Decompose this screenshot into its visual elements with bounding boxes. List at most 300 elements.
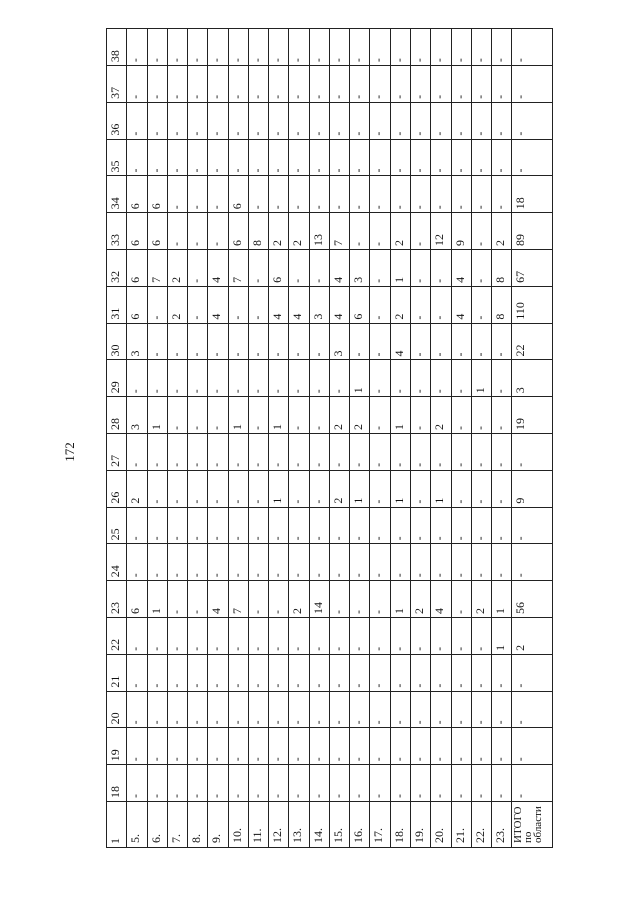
cell-value: 6	[128, 276, 143, 283]
table-cell	[471, 66, 491, 103]
table-cell	[127, 66, 147, 103]
cell-value: -	[371, 794, 386, 798]
cell-value: -	[168, 462, 183, 467]
table-cell	[147, 360, 167, 397]
cell-value: -	[270, 389, 285, 394]
cell-value: -	[432, 646, 447, 651]
table-cell	[248, 654, 268, 691]
row-label-cell	[269, 802, 289, 848]
cell-value: -	[513, 94, 528, 99]
table-cell	[370, 139, 390, 176]
cell-value: -	[168, 720, 183, 725]
cell-value: -	[472, 352, 487, 357]
row-label-cell	[309, 802, 329, 848]
column-header-label: 26	[108, 491, 122, 504]
table-cell	[512, 176, 553, 213]
table-cell	[208, 507, 228, 544]
table-cell	[329, 139, 349, 176]
table-cell	[390, 728, 410, 765]
cell-value: -	[432, 720, 447, 725]
table-cell	[370, 176, 390, 213]
table-cell	[451, 691, 471, 728]
table-cell	[390, 765, 410, 802]
column-header	[107, 654, 127, 691]
table-cell	[309, 360, 329, 397]
table-cell	[512, 102, 553, 139]
column-header	[107, 434, 127, 471]
cell-value: -	[270, 794, 285, 798]
cell-value: -	[249, 499, 264, 504]
table-cell	[248, 29, 268, 66]
table-cell	[188, 323, 208, 360]
table-cell	[167, 728, 187, 765]
row-label: 6.	[148, 834, 163, 843]
cell-value: -	[452, 58, 467, 63]
cell-value: -	[148, 94, 163, 99]
row-label: 21.	[452, 828, 467, 843]
table-cell	[410, 213, 430, 250]
table-cell	[248, 213, 268, 250]
cell-value: -	[189, 278, 204, 283]
table-cell	[228, 470, 248, 507]
cell-value: -	[270, 58, 285, 63]
table-cell	[329, 397, 349, 434]
cell-value: -	[229, 573, 244, 578]
cell-value: 4	[330, 276, 345, 283]
table-cell	[512, 581, 553, 618]
cell-value: -	[411, 573, 426, 578]
table-cell	[370, 323, 390, 360]
table-cell	[188, 250, 208, 287]
table-cell	[289, 434, 309, 471]
table-cell	[289, 250, 309, 287]
table-cell	[208, 618, 228, 655]
cell-value: -	[371, 278, 386, 283]
cell-value: -	[189, 389, 204, 394]
row-label: 10.	[229, 828, 244, 843]
column-header	[107, 581, 127, 618]
cell-value: -	[209, 389, 224, 394]
table-cell	[208, 323, 228, 360]
cell-value: -	[290, 757, 305, 762]
table-cell	[390, 139, 410, 176]
cell-value: -	[209, 757, 224, 762]
cell-value: -	[168, 499, 183, 504]
row-label: ИТОГО по области	[512, 806, 545, 843]
table-cell	[248, 691, 268, 728]
table-cell	[451, 618, 471, 655]
cell-value: 13	[310, 234, 325, 247]
table-cell	[471, 765, 491, 802]
table-row	[289, 29, 309, 848]
table-cell	[431, 544, 451, 581]
table-cell	[390, 323, 410, 360]
table-cell	[188, 66, 208, 103]
table-cell	[309, 581, 329, 618]
cell-value: -	[168, 610, 183, 615]
table-cell	[410, 654, 430, 691]
table-cell	[329, 544, 349, 581]
table-cell	[228, 102, 248, 139]
table-row	[188, 29, 208, 848]
table-cell	[228, 544, 248, 581]
table-cell	[410, 29, 430, 66]
cell-value: -	[290, 794, 305, 798]
table-cell	[329, 250, 349, 287]
cell-value: -	[330, 794, 345, 798]
cell-value: -	[452, 94, 467, 99]
table-cell	[370, 434, 390, 471]
table-cell	[289, 507, 309, 544]
table-cell	[289, 66, 309, 103]
cell-value: -	[209, 462, 224, 467]
cell-value: -	[391, 205, 406, 210]
table-cell	[248, 765, 268, 802]
table-cell	[167, 765, 187, 802]
cell-value: 4	[209, 608, 224, 615]
cell-value: -	[391, 757, 406, 762]
cell-value: -	[411, 131, 426, 136]
table-cell	[127, 139, 147, 176]
cell-value: -	[249, 683, 264, 688]
cell-value: -	[209, 499, 224, 504]
table-cell	[228, 213, 248, 250]
table-cell	[208, 765, 228, 802]
row-label: 20.	[432, 828, 447, 843]
table-cell	[390, 581, 410, 618]
table-cell	[228, 765, 248, 802]
table-cell	[350, 176, 370, 213]
table-cell	[127, 323, 147, 360]
column-header-label: 25	[108, 528, 122, 541]
cell-value: -	[472, 720, 487, 725]
cell-value: 9	[513, 497, 528, 504]
cell-value: -	[472, 94, 487, 99]
table-cell	[390, 654, 410, 691]
cell-value: 89	[513, 234, 528, 247]
cell-value: -	[209, 646, 224, 651]
table-cell	[431, 213, 451, 250]
table-cell	[350, 618, 370, 655]
cell-value: -	[452, 573, 467, 578]
table-cell	[188, 29, 208, 66]
table-cell	[167, 286, 187, 323]
cell-value: -	[472, 462, 487, 467]
cell-value: 19	[513, 418, 528, 431]
table-cell	[451, 544, 471, 581]
cell-value: -	[371, 315, 386, 320]
table-cell	[289, 544, 309, 581]
cell-value: -	[128, 462, 143, 467]
row-label-cell	[289, 802, 309, 848]
table-cell	[289, 213, 309, 250]
table-cell	[167, 250, 187, 287]
cell-value: 14	[310, 602, 325, 615]
table-cell	[188, 654, 208, 691]
table-cell	[410, 765, 430, 802]
table-cell	[269, 213, 289, 250]
page-number: 172	[62, 442, 77, 462]
cell-value: 1	[351, 497, 366, 504]
cell-value: -	[189, 610, 204, 615]
table-cell	[390, 66, 410, 103]
cell-value: -	[249, 205, 264, 210]
table-cell	[431, 66, 451, 103]
cell-value: -	[391, 794, 406, 798]
cell-value: -	[229, 720, 244, 725]
cell-value: -	[452, 646, 467, 651]
cell-value: 4	[209, 276, 224, 283]
cell-value: -	[411, 720, 426, 725]
cell-value: -	[310, 168, 325, 173]
cell-value: 6	[351, 313, 366, 320]
cell-value: -	[148, 352, 163, 357]
cell-value: -	[351, 94, 366, 99]
cell-value: -	[513, 794, 528, 798]
table-cell	[512, 286, 553, 323]
table-cell	[147, 544, 167, 581]
table-cell	[208, 544, 228, 581]
table-row	[147, 29, 167, 848]
table-cell	[329, 360, 349, 397]
cell-value: -	[310, 426, 325, 431]
cell-value: -	[493, 462, 508, 467]
column-header-label: 35	[108, 160, 122, 173]
table-cell	[228, 691, 248, 728]
cell-value: -	[411, 646, 426, 651]
table-cell	[147, 139, 167, 176]
cell-value: -	[310, 794, 325, 798]
table-cell	[269, 360, 289, 397]
row-label-cell	[208, 802, 228, 848]
cell-value: -	[148, 168, 163, 173]
table-cell	[370, 66, 390, 103]
cell-value: 110	[513, 302, 528, 320]
table-cell	[228, 728, 248, 765]
table-cell	[471, 286, 491, 323]
table-cell	[512, 139, 553, 176]
cell-value: -	[310, 536, 325, 541]
cell-value: -	[148, 720, 163, 725]
cell-value: -	[290, 131, 305, 136]
cell-value: -	[270, 573, 285, 578]
table-cell	[269, 66, 289, 103]
cell-value: -	[472, 242, 487, 247]
table-cell	[127, 691, 147, 728]
table-cell	[390, 470, 410, 507]
column-header-label: 37	[108, 86, 122, 99]
table-cell	[431, 102, 451, 139]
cell-value: -	[229, 131, 244, 136]
column-header	[107, 507, 127, 544]
table-cell	[492, 618, 512, 655]
cell-value: 1	[493, 608, 508, 615]
table-cell	[390, 29, 410, 66]
table-cell	[471, 470, 491, 507]
row-label: 12.	[270, 828, 285, 843]
table-cell	[350, 397, 370, 434]
table-cell	[147, 654, 167, 691]
table-cell	[512, 29, 553, 66]
table-cell	[147, 286, 167, 323]
table-cell	[147, 728, 167, 765]
column-header-label: 24	[108, 565, 122, 578]
table-cell	[451, 250, 471, 287]
table-cell	[350, 728, 370, 765]
cell-value: -	[189, 462, 204, 467]
table-cell	[492, 654, 512, 691]
table-cell	[431, 139, 451, 176]
row-label: 17.	[371, 828, 386, 843]
cell-value: -	[330, 683, 345, 688]
cell-value: -	[351, 205, 366, 210]
cell-value: -	[229, 168, 244, 173]
cell-value: 2	[493, 240, 508, 247]
table-row	[512, 29, 553, 848]
cell-value: -	[513, 131, 528, 136]
cell-value: -	[513, 462, 528, 467]
cell-value: -	[189, 683, 204, 688]
cell-value: -	[493, 94, 508, 99]
table-cell	[329, 29, 349, 66]
cell-value: 4	[452, 313, 467, 320]
table-cell	[167, 618, 187, 655]
table-cell	[329, 507, 349, 544]
cell-value: -	[209, 205, 224, 210]
cell-value: -	[128, 757, 143, 762]
cell-value: -	[493, 536, 508, 541]
cell-value: -	[128, 58, 143, 63]
cell-value: -	[310, 278, 325, 283]
cell-value: -	[351, 573, 366, 578]
cell-value: 2	[168, 276, 183, 283]
table-cell	[289, 581, 309, 618]
table-cell	[329, 102, 349, 139]
table-cell	[228, 139, 248, 176]
table-cell	[269, 29, 289, 66]
table-cell	[309, 507, 329, 544]
cell-value: 6	[128, 203, 143, 210]
table-row	[350, 29, 370, 848]
table-cell	[147, 581, 167, 618]
table-cell	[492, 176, 512, 213]
cell-value: -	[249, 794, 264, 798]
cell-value: -	[168, 242, 183, 247]
cell-value: 56	[513, 602, 528, 615]
table-cell	[208, 397, 228, 434]
table-cell	[167, 323, 187, 360]
table-cell	[492, 139, 512, 176]
table-cell	[512, 618, 553, 655]
table-cell	[167, 29, 187, 66]
cell-value: -	[330, 58, 345, 63]
table-cell	[127, 507, 147, 544]
table-cell	[208, 102, 228, 139]
cell-value: -	[310, 499, 325, 504]
table-cell	[431, 581, 451, 618]
cell-value: -	[128, 573, 143, 578]
cell-value: -	[411, 242, 426, 247]
cell-value: -	[351, 58, 366, 63]
table-cell	[512, 323, 553, 360]
table-cell	[309, 397, 329, 434]
column-header-label: 22	[108, 638, 122, 651]
cell-value: -	[351, 462, 366, 467]
column-header-label: 19	[108, 749, 122, 762]
table-cell	[208, 286, 228, 323]
row-label: 18.	[391, 828, 406, 843]
table-cell	[309, 250, 329, 287]
cell-value: -	[432, 168, 447, 173]
table-cell	[188, 581, 208, 618]
cell-value: -	[391, 536, 406, 541]
table-cell	[492, 397, 512, 434]
table-cell	[127, 618, 147, 655]
table-cell	[431, 286, 451, 323]
cell-value: -	[391, 389, 406, 394]
cell-value: -	[513, 536, 528, 541]
table-cell	[167, 691, 187, 728]
table-cell	[289, 323, 309, 360]
table-cell	[492, 728, 512, 765]
table-cell	[188, 691, 208, 728]
table-cell	[127, 250, 147, 287]
table-cell	[370, 360, 390, 397]
table-cell	[309, 654, 329, 691]
table-cell	[167, 176, 187, 213]
table-cell	[451, 765, 471, 802]
cell-value: -	[168, 757, 183, 762]
row-label: 13.	[290, 828, 305, 843]
cell-value: -	[189, 94, 204, 99]
table-cell	[289, 286, 309, 323]
table-cell	[512, 434, 553, 471]
cell-value: -	[189, 794, 204, 798]
column-header-label: 38	[108, 50, 122, 63]
cell-value: -	[310, 720, 325, 725]
cell-value: -	[493, 205, 508, 210]
table-cell	[248, 470, 268, 507]
table-cell	[309, 765, 329, 802]
cell-value: -	[432, 352, 447, 357]
table-cell	[471, 139, 491, 176]
cell-value: -	[432, 683, 447, 688]
cell-value: 3	[513, 387, 528, 394]
cell-value: 1	[391, 497, 406, 504]
cell-value: 4	[270, 313, 285, 320]
row-label: 5.	[128, 834, 143, 843]
cell-value: -	[432, 205, 447, 210]
cell-value: -	[229, 499, 244, 504]
table-cell	[471, 618, 491, 655]
cell-value: -	[270, 131, 285, 136]
cell-value: -	[513, 757, 528, 762]
row-label: 7.	[168, 834, 183, 843]
cell-value: -	[189, 426, 204, 431]
column-header-label: 21	[108, 675, 122, 688]
cell-value: 2	[128, 497, 143, 504]
table-cell	[512, 470, 553, 507]
cell-value: -	[493, 389, 508, 394]
cell-value: -	[330, 757, 345, 762]
table-cell	[492, 507, 512, 544]
cell-value: 1	[270, 497, 285, 504]
table-cell	[289, 29, 309, 66]
table-cell	[410, 618, 430, 655]
column-header-label: 18	[108, 786, 122, 798]
cell-value: -	[493, 58, 508, 63]
table-cell	[512, 360, 553, 397]
